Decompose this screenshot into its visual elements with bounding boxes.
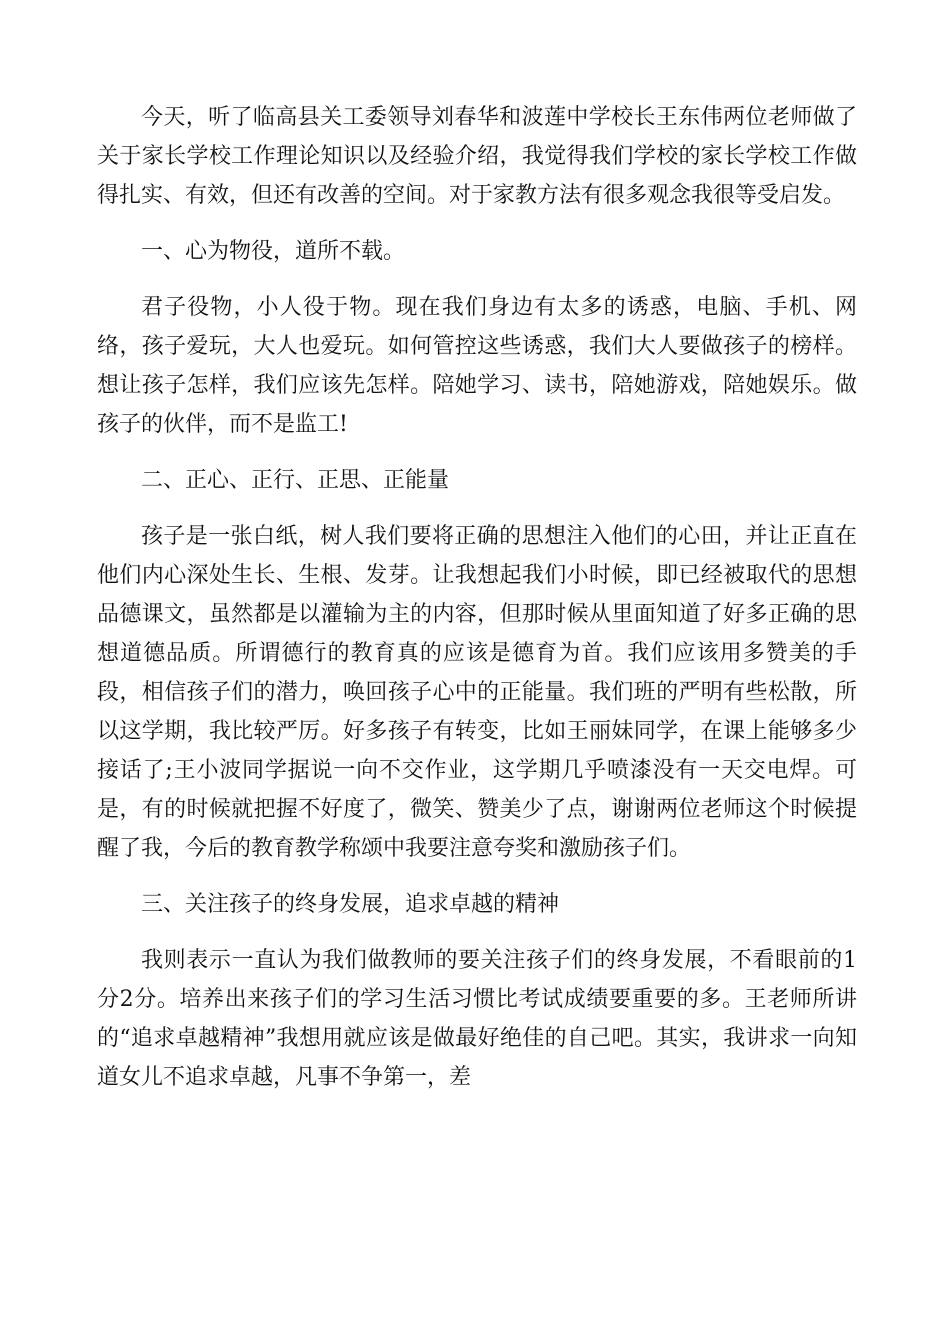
section-heading-3: 三、关注孩子的终身发展，追求卓越的精神 — [141, 892, 560, 917]
paragraph-section-1: 君子役物，小人役于物。现在我们身边有太多的诱惑，电脑、手机、网络，孩子爱玩，大人也爱玩。如何管控这些诱惑，我们大人要做孩子的榜样。想让孩子怎样，我们应该先怎样。陪她学习、读书，陪她游戏，陪她娱乐。做孩子的伙伴，而不是监工! — [97, 295, 857, 437]
paragraph-section-2: 孩子是一张白纸，树人我们要将正确的思想注入他们的心田，并让正直在他们内心深处生长、生根、发芽。让我想起我们小时候，即已经被取代的思想品德课文，虽然都是以灌输为主的内容，但那时候从里面知道了好多正确的思想道德品质。所谓德行的教育真的应该是德育为首。我们应该用多赞美的手段，相信孩子们的潜力，唤回孩子心中的正能量。我们班的严明有些松散，所以这学期，我比较严厉。好多孩子有转变，比如王丽妹同学，在课上能够多少接话了;王小波同学据说一向不交作业，这学期几乎喷漆没有一天交电焊。可是，有的时候就把握不好度了，微笑、赞美少了点，谢谢两位老师这个时候提醒了我，今后的教育教学称颂中我要注意夸奖和激励孩子们。 — [97, 524, 857, 861]
document-body — [97, 98, 857, 1114]
section-heading-2: 二、正心、正行、正思、正能量 — [141, 468, 450, 493]
paragraph-section-3: 我则表示一直认为我们做教师的要关注孩子们的终身发展，不看眼前的1分2分。培养出来孩子们的学习生活习惯比考试成绩要重要的多。王老师所讲的“追求卓越精神”我想用就应该是做最好绝佳的自己吧。其实，我讲求一向知道女儿不追求卓越，凡事不争第一，差 — [97, 948, 857, 1090]
section-heading-1: 一、心为物役，道所不载。 — [141, 239, 406, 264]
paragraph-intro: 今天，听了临高县关工委领导刘春华和波莲中学校长王东伟两位老师做了关于家长学校工作理论知识以及经验介绍，我觉得我们学校的家长学校工作做得扎实、有效，但还有改善的空间。对于家教方法有很多观念我很等受启发。 — [97, 105, 857, 208]
